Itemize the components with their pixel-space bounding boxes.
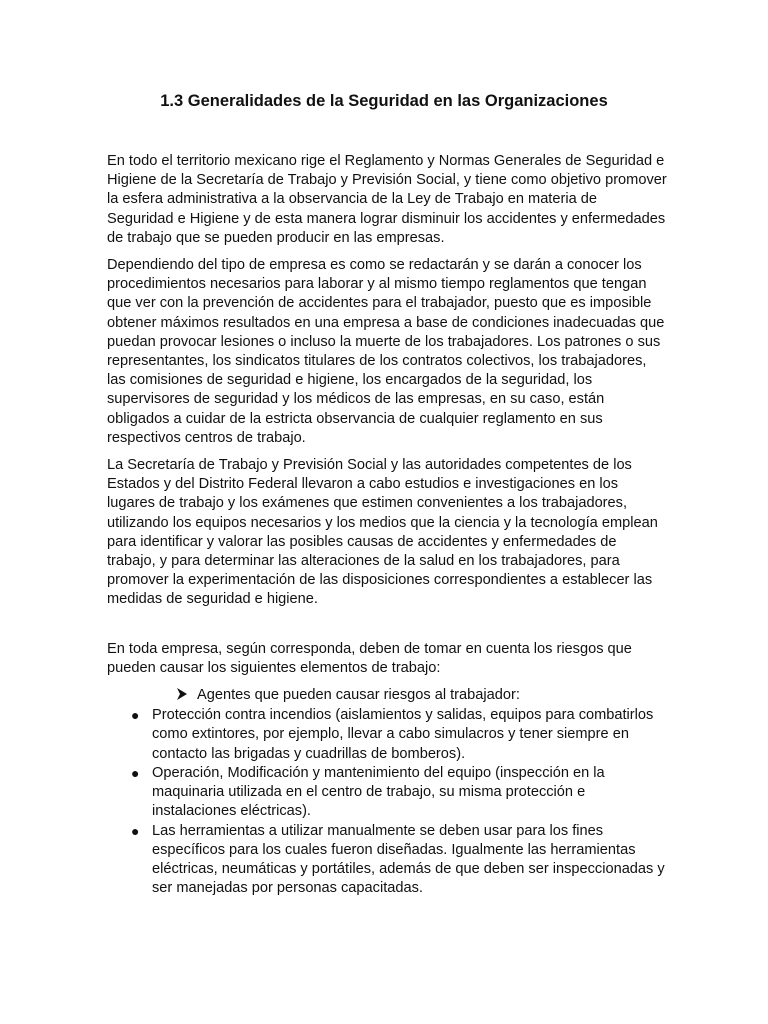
round-bullet-icon: ● xyxy=(131,707,140,724)
round-bullet-icon: ● xyxy=(131,822,140,839)
list-item xyxy=(107,706,667,764)
list-item xyxy=(107,764,667,822)
list-item xyxy=(107,822,667,899)
arrow-list-item xyxy=(107,686,667,705)
paragraph-3: La Secretaría de Trabajo y Previsión Social y las autoridades competentes de los Estados y del Distrito Federal llevaron a cabo estudios e investigaciones en los lugares de trabajo y los exámenes que estimen convenientes a los trabajadores, utilizando los equipos necesarios y los medios que la ciencia y la tecnología emplean para identificar y valorar las posibles causas de accidentes y enfermedades de trabajo, y para determinar las alteraciones de la salud en los trabajadores, para promover la experimentación de las disposiciones correspondientes a establecer las medidas de seguridad e higiene. xyxy=(107,457,658,608)
document-body xyxy=(107,152,667,898)
list-item-text: Protección contra incendios (aislamientos y salidas, equipos para combatirlos como extintores, por ejemplo, llevar a cabo simulacros y tener siempre en contacto las brigadas y cuadrillas de bomberos). xyxy=(152,707,654,762)
paragraph-4: En toda empresa, según corresponda, deben de tomar en cuenta los riesgos que pueden causar los siguientes elementos de trabajo: xyxy=(107,640,632,676)
round-bullet-icon: ● xyxy=(131,764,140,781)
list-item-text: Las herramientas a utilizar manualmente se deben usar para los fines específicos para los cuales fueron diseñadas. Igualmente las herramientas eléctricas, neumáticas y portátiles, además de que deben ser inspeccionadas y ser manejadas por personas capacitadas. xyxy=(152,822,665,897)
paragraph-1: En todo el territorio mexicano rige el Reglamento y Normas Generales de Seguridad e Higiene de la Secretaría de Trabajo y Previsión Social, y tiene como objetivo promover la esfera administrativa a la observancia de la Ley de Trabajo en materia de Seguridad e Higiene y de esta manera lograr disminuir los accidentes y enfermedades de trabajo que se pueden producir en las empresas. xyxy=(107,153,667,246)
arrowhead-bullet-icon xyxy=(177,686,193,705)
page-title: 1.3 Generalidades de la Seguridad en las Organizaciones xyxy=(160,92,608,110)
bullet-list xyxy=(107,706,667,898)
list-item-text: Operación, Modificación y mantenimiento del equipo (inspección en la maquinaria utilizada en el centro de trabajo, su misma protección e instalaciones eléctricas). xyxy=(152,764,605,820)
paragraph-2: Dependiendo del tipo de empresa es como se redactarán y se darán a conocer los procedimientos necesarios para laborar y al mismo tiempo reglamentos que tengan que ver con la prevención de accidentes para el trabajador, puesto que es imposible obtener máximos resultados en una empresa a base de condiciones inadecuadas que puedan provocar lesiones o incluso la muerte de los trabajadores. Los patrones o sus representantes, los sindicatos titulares de los contratos colectivos, los trabajadores, las comisiones de seguridad e higiene, los encargados de la seguridad, los supervisores de seguridad y los médicos de las empresas, en su caso, están obligados a cuidar de la estricta observancia de cualquier reglamento en sus respectivos centros de trabajo. xyxy=(107,257,665,446)
arrow-list-item-text: Agentes que pueden causar riesgos al trabajador: xyxy=(197,687,520,704)
